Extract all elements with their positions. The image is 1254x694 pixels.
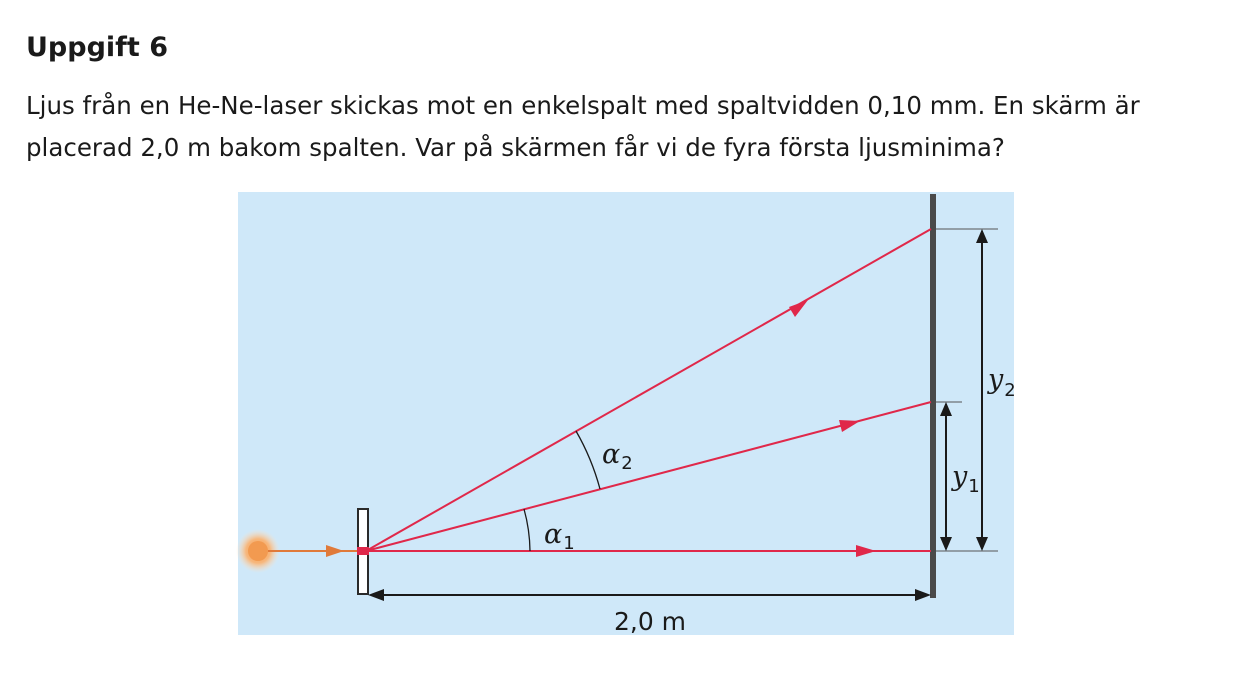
task-heading: Uppgift 6 <box>26 32 169 63</box>
screen <box>930 194 936 598</box>
distance-label: 2,0 m <box>613 607 687 636</box>
task-question: Ljus från en He-Ne-laser skickas mot en enkelspalt med spaltvidden 0,10 mm. En skärm är placerad 2,0 m bakom spalten. Var på skärmen får vi de fyra första ljusminima? <box>26 91 1140 162</box>
diagram-background <box>238 192 1014 635</box>
y2-label: $y_2$ <box>988 364 1016 401</box>
y1-label: $y_1$ <box>952 461 980 497</box>
alpha2-label: $\alpha_2$ <box>602 439 633 474</box>
laser-source <box>248 541 268 561</box>
alpha1-label: $\alpha_1$ <box>544 519 575 554</box>
